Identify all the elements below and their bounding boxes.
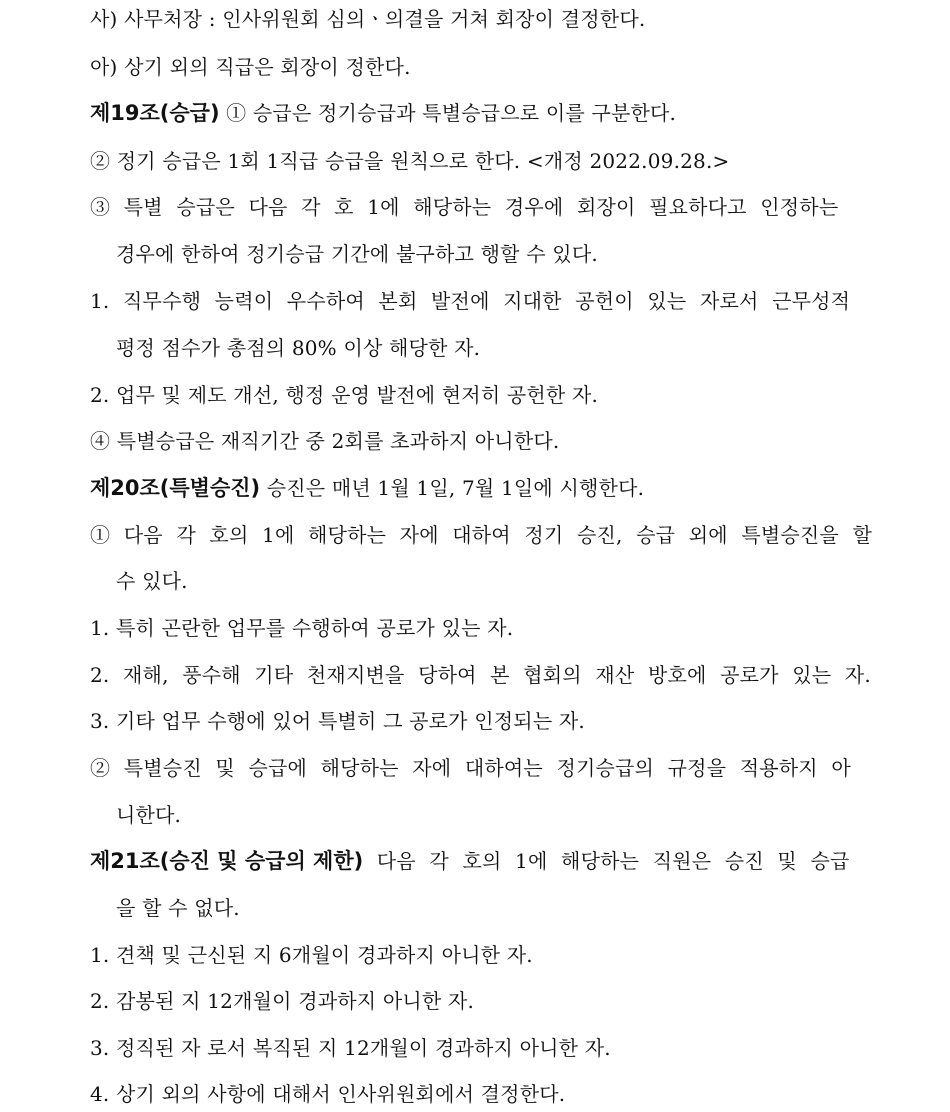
article-20-item-3 — [90, 708, 950, 734]
article-20-para-2 — [90, 755, 950, 781]
article-21-item-4 — [90, 1081, 950, 1107]
article-19-item-1-cont — [116, 335, 950, 361]
article-heading: 제20조(특별승진) — [90, 476, 261, 500]
line-text: ② 특별승진 및 승급에 해당하는 자에 대하여는 정기승급의 규정을 적용하지 아 — [90, 756, 851, 780]
article-20-para-1 — [90, 522, 950, 548]
line-text: 3. 정직된 자 로서 복직된 지 12개월이 경과하지 아니한 자. — [90, 1036, 611, 1060]
line-text: 니한다. — [116, 803, 182, 827]
article-19-para-2 — [90, 148, 950, 174]
line-text: 1. 견책 및 근신된 지 6개월이 경과하지 아니한 자. — [90, 943, 533, 967]
article-19-para-3-cont — [116, 241, 950, 267]
line-text: 을 할 수 없다. — [116, 896, 240, 920]
line-text: 사) 사무처장 : 인사위원회 심의ㆍ의결을 거쳐 회장이 결정한다. — [90, 7, 646, 31]
line-text: ④ 특별승급은 재직기간 중 2회를 초과하지 아니한다. — [90, 429, 560, 453]
article-21-item-3 — [90, 1035, 950, 1061]
clause-item-sa — [90, 6, 950, 32]
line-text: ② 정기 승급은 1회 1직급 승급을 원칙으로 한다. <개정 2022.09.28.> — [90, 149, 730, 173]
line-text: 2. 업무 및 제도 개선, 행정 운영 발전에 현저히 공헌한 자. — [90, 383, 599, 407]
line-text: 1. 특히 곤란한 업무를 수행하여 공로가 있는 자. — [90, 616, 514, 640]
article-20-item-2 — [90, 662, 950, 688]
article-21-item-1 — [90, 942, 950, 968]
line-text: 승진은 매년 1월 1일, 7월 1일에 시행한다. — [266, 476, 645, 500]
line-text: 1. 직무수행 능력이 우수하여 본회 발전에 지대한 공헌이 있는 자로서 근무성적 — [90, 289, 851, 313]
line-text: 4. 상기 외의 사항에 대해서 인사위원회에서 결정한다. — [90, 1082, 566, 1106]
line-text: ③ 특별 승급은 다음 각 호 1에 해당하는 경우에 회장이 필요하다고 인정하는 — [90, 195, 839, 219]
article-19-para-3 — [90, 194, 950, 220]
article-19-item-2 — [90, 382, 950, 408]
line-text: 2. 재해, 풍수해 기타 천재지변을 당하여 본 협회의 재산 방호에 공로가 있는 자. — [90, 663, 871, 687]
article-heading: 제19조(승급) — [90, 101, 220, 125]
line-text: 경우에 한하여 정기승급 기간에 불구하고 행할 수 있다. — [116, 242, 598, 266]
article-20-para-2-cont — [116, 802, 950, 828]
line-text: 평정 점수가 총점의 80% 이상 해당한 자. — [116, 336, 481, 360]
clause-item-a — [90, 54, 950, 80]
article-21-item-2 — [90, 988, 950, 1014]
article-20-para-1-cont — [116, 568, 950, 594]
article-20 — [90, 475, 950, 501]
article-19-para-4 — [90, 428, 950, 454]
article-19-item-1 — [90, 288, 950, 314]
line-text: ① 다음 각 호의 1에 해당하는 자에 대하여 정기 승진, 승급 외에 특별승진을 할 — [90, 523, 873, 547]
line-text: 다음 각 호의 1에 해당하는 직원은 승진 및 승급 — [376, 849, 850, 873]
line-text: 3. 기타 업무 수행에 있어 특별히 그 공로가 인정되는 자. — [90, 709, 585, 733]
article-heading: 제21조(승진 및 승급의 제한) — [90, 849, 364, 873]
article-20-item-1 — [90, 615, 950, 641]
article-21-cont — [116, 895, 950, 921]
line-text: 2. 감봉된 지 12개월이 경과하지 아니한 자. — [90, 989, 475, 1013]
line-text: 수 있다. — [116, 569, 188, 593]
line-text: 아) 상기 외의 직급은 회장이 정한다. — [90, 55, 411, 79]
article-21 — [90, 848, 950, 874]
article-19 — [90, 100, 950, 126]
line-text: ① 승급은 정기승급과 특별승급으로 이를 구분한다. — [226, 101, 677, 125]
